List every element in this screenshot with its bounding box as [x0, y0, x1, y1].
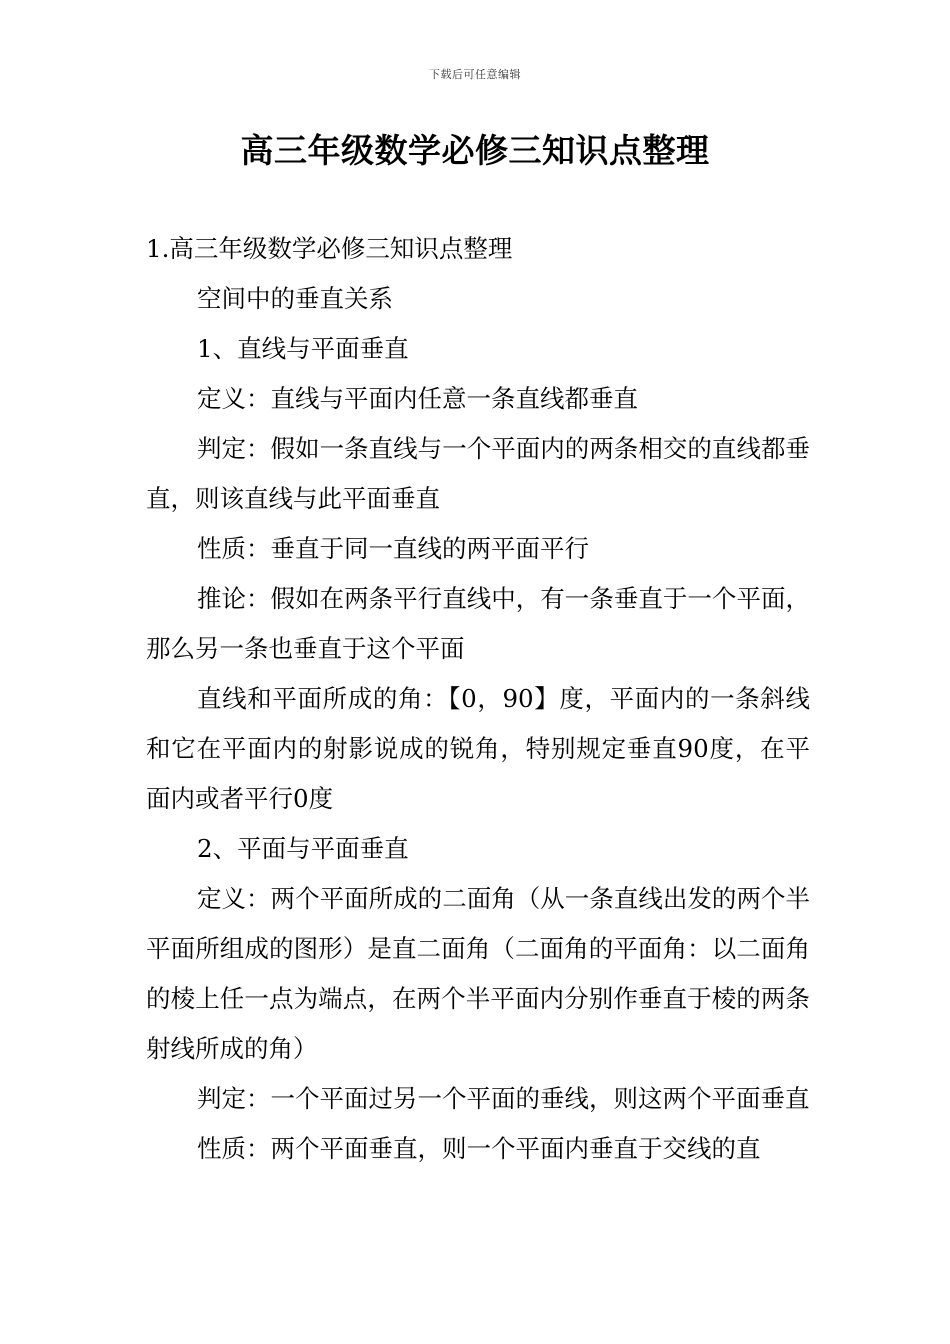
subsection-heading: 1、直线与平面垂直 — [197, 334, 409, 363]
body-paragraph: 判定：假如一条直线与一个平面内的两条相交的直线都垂直，则该直线与此平面垂直 — [146, 434, 810, 513]
body-paragraph: 定义：直线与平面内任意一条直线都垂直 — [197, 384, 638, 413]
document-body — [146, 224, 810, 1174]
document-title: 高三年级数学必修三知识点整理 — [240, 131, 710, 170]
subsection-heading: 2、平面与平面垂直 — [197, 834, 409, 863]
header-note: 下载后可任意编辑 — [429, 68, 521, 81]
body-paragraph: 直线和平面所成的角：【0，90】度，平面内的一条斜线和它在平面内的射影说成的锐角，特别规定垂直90度，在平面内或者平行0度 — [146, 684, 810, 813]
body-paragraph: 性质：垂直于同一直线的两平面平行 — [197, 534, 589, 563]
body-paragraph: 推论：假如在两条平行直线中，有一条垂直于一个平面，那么另一条也垂直于这个平面 — [146, 584, 810, 663]
body-paragraph: 性质：两个平面垂直，则一个平面内垂直于交线的直 — [197, 1134, 761, 1163]
topic-heading: 空间中的垂直关系 — [197, 284, 393, 313]
section-heading: 1.高三年级数学必修三知识点整理 — [146, 234, 513, 263]
body-paragraph: 定义：两个平面所成的二面角（从一条直线出发的两个半平面所组成的图形）是直二面角（二面角的平面角：以二面角的棱上任一点为端点，在两个半平面内分别作垂直于棱的两条射线所成的角） — [146, 884, 810, 1063]
body-paragraph: 判定：一个平面过另一个平面的垂线，则这两个平面垂直 — [197, 1084, 810, 1113]
